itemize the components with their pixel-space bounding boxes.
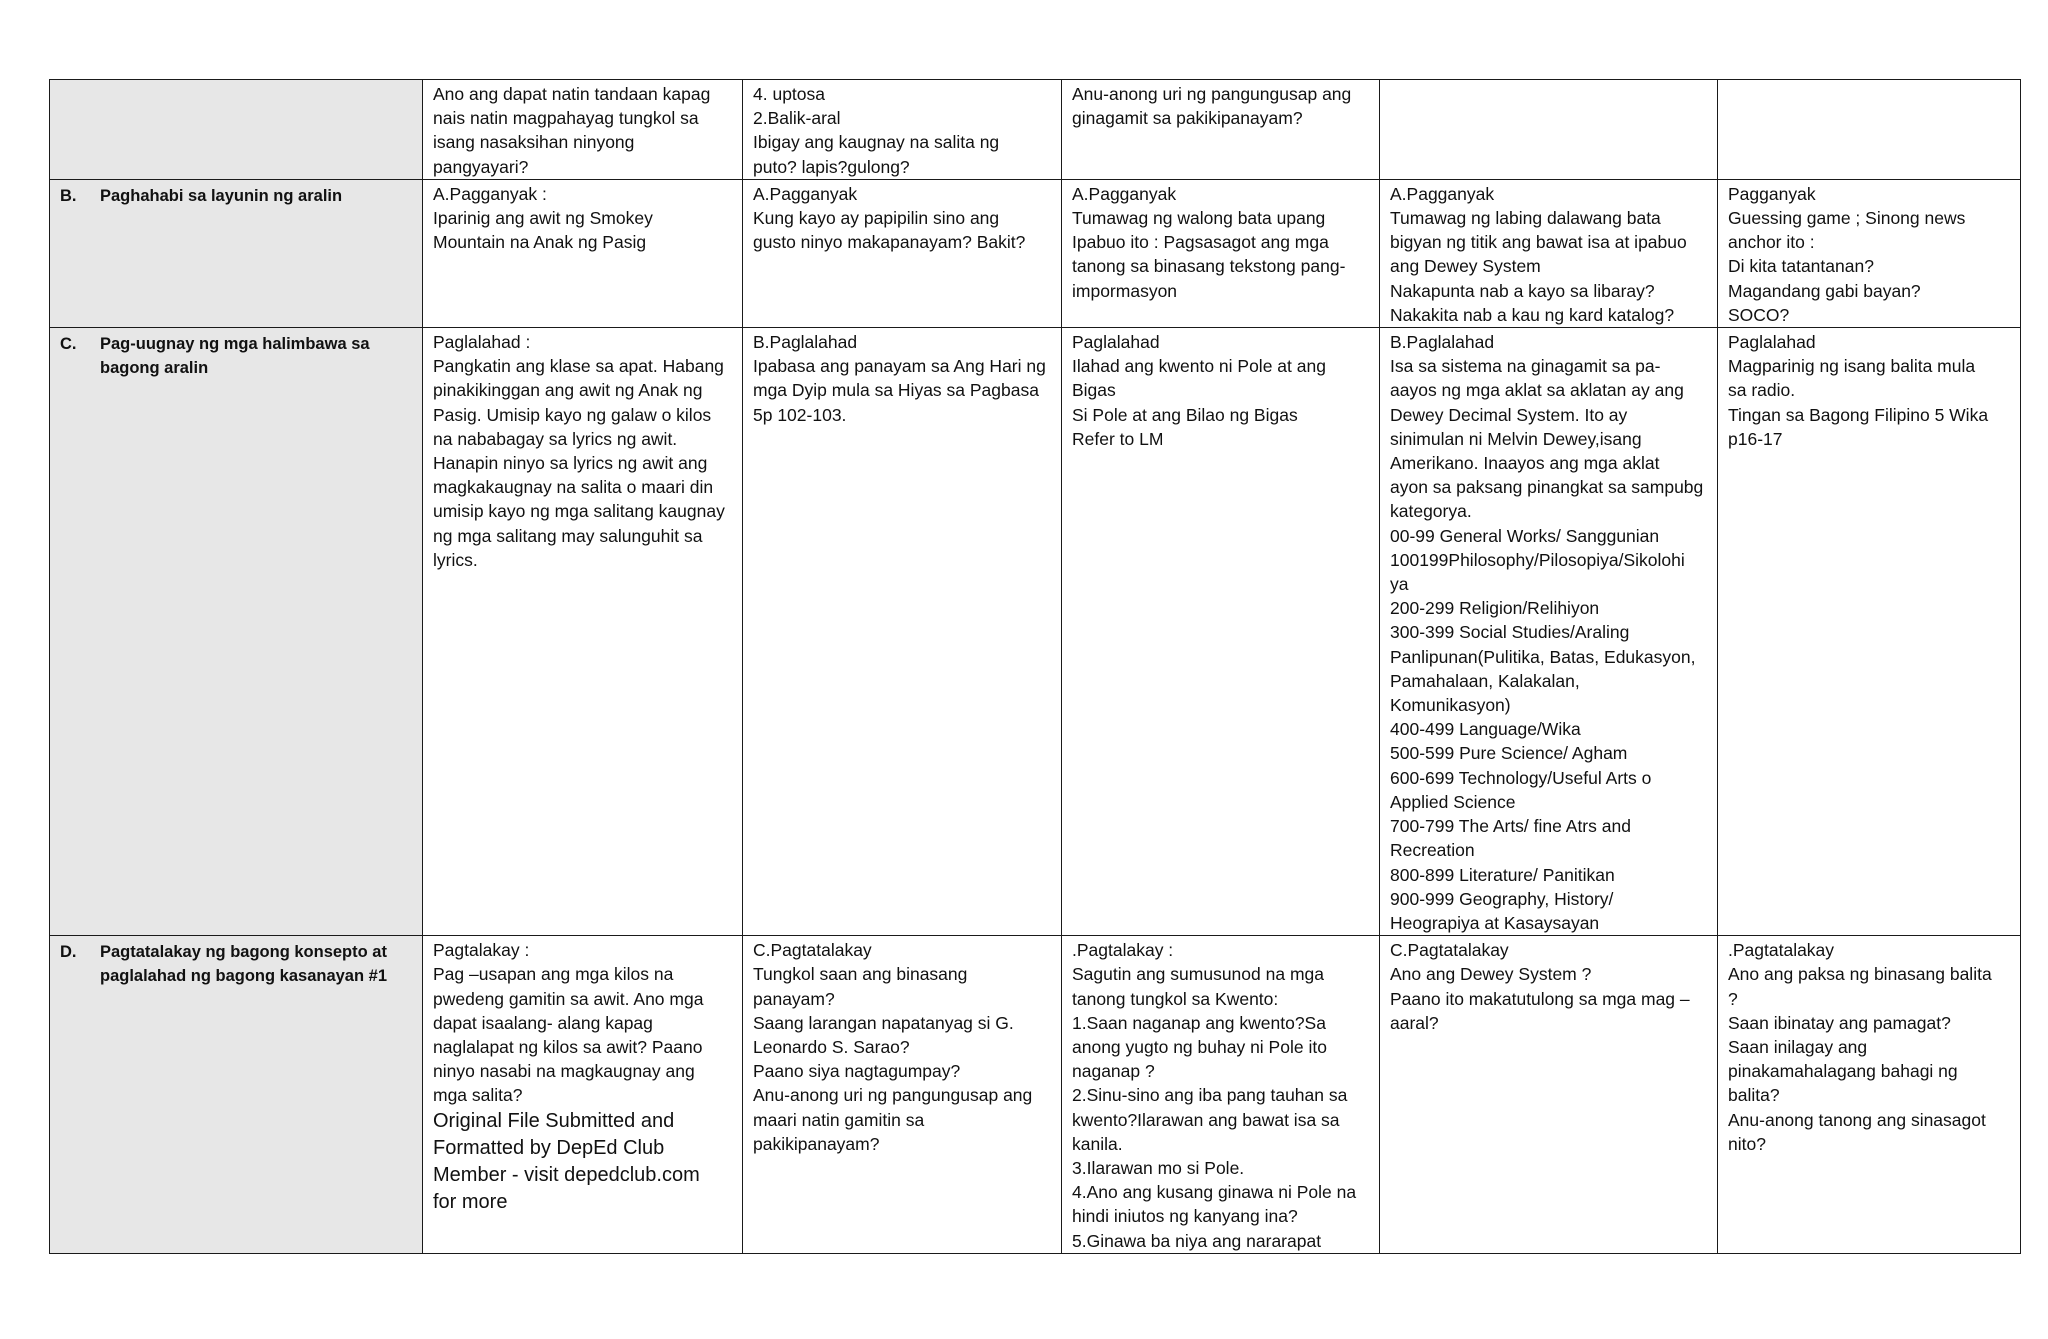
row-letter: B.	[60, 186, 77, 205]
row-label	[50, 179, 423, 327]
table-cell	[743, 328, 1062, 936]
table-cell	[743, 936, 1062, 1254]
table-cell	[423, 80, 743, 180]
row-label	[50, 80, 423, 180]
cell-text: C.Pagtatalakay Ano ang Dewey System ? Paano ito makatutulong sa mga mag – aaral?	[1390, 940, 1690, 1033]
table-cell	[423, 328, 743, 936]
table-cell	[1062, 328, 1380, 936]
row-title: Paghahabi sa layunin ng aralin	[100, 186, 343, 205]
cell-text: C.Pagtatalakay Tungkol saan ang binasang panayam? Saang larangan napatanyag si G. Leonardo S. Sarao? Paano siya nagtagumpay? Anu-anong uri ng pangungusap ang maari natin gamitin sa pakikipanayam?	[753, 940, 1033, 1154]
row-title: Pag-uugnay ng mga halimbawa sa bagong aralin	[100, 335, 370, 378]
row-label	[50, 328, 423, 936]
cell-text: 4. uptosa 2.Balik-aral Ibigay ang kaugnay na salita ng puto? lapis?gulong?	[753, 84, 1000, 177]
table-cell	[1718, 936, 2021, 1254]
table-cell	[1380, 80, 1718, 180]
table-row	[50, 80, 2021, 180]
cell-text: A.Pagganyak Tumawag ng labing dalawang bata bigyan ng titik ang bawat isa at ipabuo ang Dewey System Nakapunta nab a kayo sa libaray? Nakakita nab a kau ng kard katalog?	[1390, 183, 1687, 325]
lesson-plan-table	[49, 79, 2021, 1254]
table-cell	[1718, 80, 2021, 180]
table-cell	[743, 80, 1062, 180]
cell-text: .Pagtatalakay Ano ang paksa ng binasang balita ? Saan ibinatay ang pamagat? Saan inilagay ang pinakamahalagang bahagi ng balita? Anu-anong tanong ang sinasagot nito?	[1728, 940, 1992, 1154]
table-cell	[1062, 179, 1380, 327]
cell-text: Anu-anong uri ng pangungusap ang ginagamit sa pakikipanayam?	[1072, 84, 1352, 129]
row-letter: C.	[60, 335, 77, 354]
cell-text: Paglalahad Ilahad ang kwento ni Pole at ang Bigas Si Pole at ang Bilao ng Bigas Refer to LM	[1072, 332, 1326, 449]
table-cell	[743, 179, 1062, 327]
cell-text: B.Paglalahad Isa sa sistema na ginagamit sa pa- aayos ng mga aklat sa aklatan ay ang Dewey Decimal System. Ito ay sinimulan ni Melvin Dewey,isang Amerikano. Inaayos ang mga aklat ayon sa paksang pinangkat sa sampubg kategorya. 00-99 General Works/ Sanggunian 100199Philosophy/Pilosopiya/Sikolohi ya 200-299 Religion/Relihiyon 300-399 Social Studies/Araling Panlipunan(Pulitika, Batas, Edukasyon, Pamahalaan, Kalakalan, Komunikasyon) 400-499 Language/Wika 500-599 Pure Science/ Agham 600-699 Technology/Useful Arts o Applied Science 700-799 The Arts/ fine Atrs and Recreation 800-899 Literature/ Panitikan 900-999 Geography, History/ Heograpiya at Kasaysayan	[1390, 332, 1704, 933]
table-cell	[1718, 179, 2021, 327]
table-cell	[1062, 80, 1380, 180]
table-cell	[1380, 328, 1718, 936]
cell-text: Ano ang dapat natin tandaan kapag nais natin magpahayag tungkol sa isang nasaksihan ninyong pangyayari?	[433, 84, 711, 177]
cell-text: Paglalahad : Pangkatin ang klase sa apat. Habang pinakikinggan ang awit ng Anak ng Pasig. Umisip kayo ng galaw o kilos na nababagay sa lyrics ng awit. Hanapin ninyo sa lyrics ng awit ang magkakaugnay na salita o maari din umisip kayo ng mga salitang kaugnay ng mga salitang may salunguhit sa lyrics.	[433, 332, 725, 570]
table-cell	[1062, 936, 1380, 1254]
cell-text: .Pagtalakay : Sagutin ang sumusunod na mga tanong tungkol sa Kwento: 1.Saan naganap ang kwento?Sa anong yugto ng buhay ni Pole ito naganap ? 2.Sinu-sino ang iba pang tauhan sa kwento?Ilarawan ang bawat isa sa kanila. 3.Ilarawan mo si Pole. 4.Ano ang kusang ginawa ni Pole na hindi iniutos ng kanyang ina? 5.Ginawa ba niya ang nararapat	[1072, 940, 1357, 1251]
table-cell	[1718, 328, 2021, 936]
cell-text: Paglalahad Magparinig ng isang balita mula sa radio. Tingan sa Bagong Filipino 5 Wika p16-17	[1728, 332, 1989, 449]
cell-text: A.Pagganyak Kung kayo ay papipilin sino ang gusto ninyo makapanayam? Bakit?	[753, 183, 1026, 253]
cell-text: B.Paglalahad Ipabasa ang panayam sa Ang Hari ng mga Dyip mula sa Hiyas sa Pagbasa 5p 102-103.	[753, 332, 1046, 425]
row-letter: D.	[60, 943, 77, 962]
table-cell	[1380, 936, 1718, 1254]
cell-text: Pagtalakay : Pag –usapan ang mga kilos na pwedeng gamitin sa awit. Ano mga dapat isaalang- alang kapag naglalapat ng kilos sa awit? Paano ninyo nasabi na magkaugnay ang mga salita?	[433, 940, 704, 1106]
table-row	[50, 936, 2021, 1254]
depedclub-note: Original File Submitted and Formatted by DepEd Club Member - visit depedclub.com for more	[433, 1109, 700, 1213]
cell-text: A.Pagganyak Tumawag ng walong bata upang Ipabuo ito : Pagsasagot ang mga tanong sa binasang tekstong pang- impormasyon	[1072, 183, 1346, 301]
row-label	[50, 936, 423, 1254]
table-row	[50, 328, 2021, 936]
cell-text: Pagganyak Guessing game ; Sinong news anchor ito : Di kita tatantanan? Magandang gabi bayan? SOCO?	[1728, 183, 1966, 325]
table-row	[50, 179, 2021, 327]
row-title: Pagtatalakay ng bagong konsepto at paglalahad ng bagong kasanayan #1	[100, 943, 388, 986]
cell-text: A.Pagganyak : Iparinig ang awit ng Smokey Mountain na Anak ng Pasig	[433, 183, 653, 253]
table-cell	[423, 179, 743, 327]
table-cell	[1380, 179, 1718, 327]
table-cell	[423, 936, 743, 1254]
